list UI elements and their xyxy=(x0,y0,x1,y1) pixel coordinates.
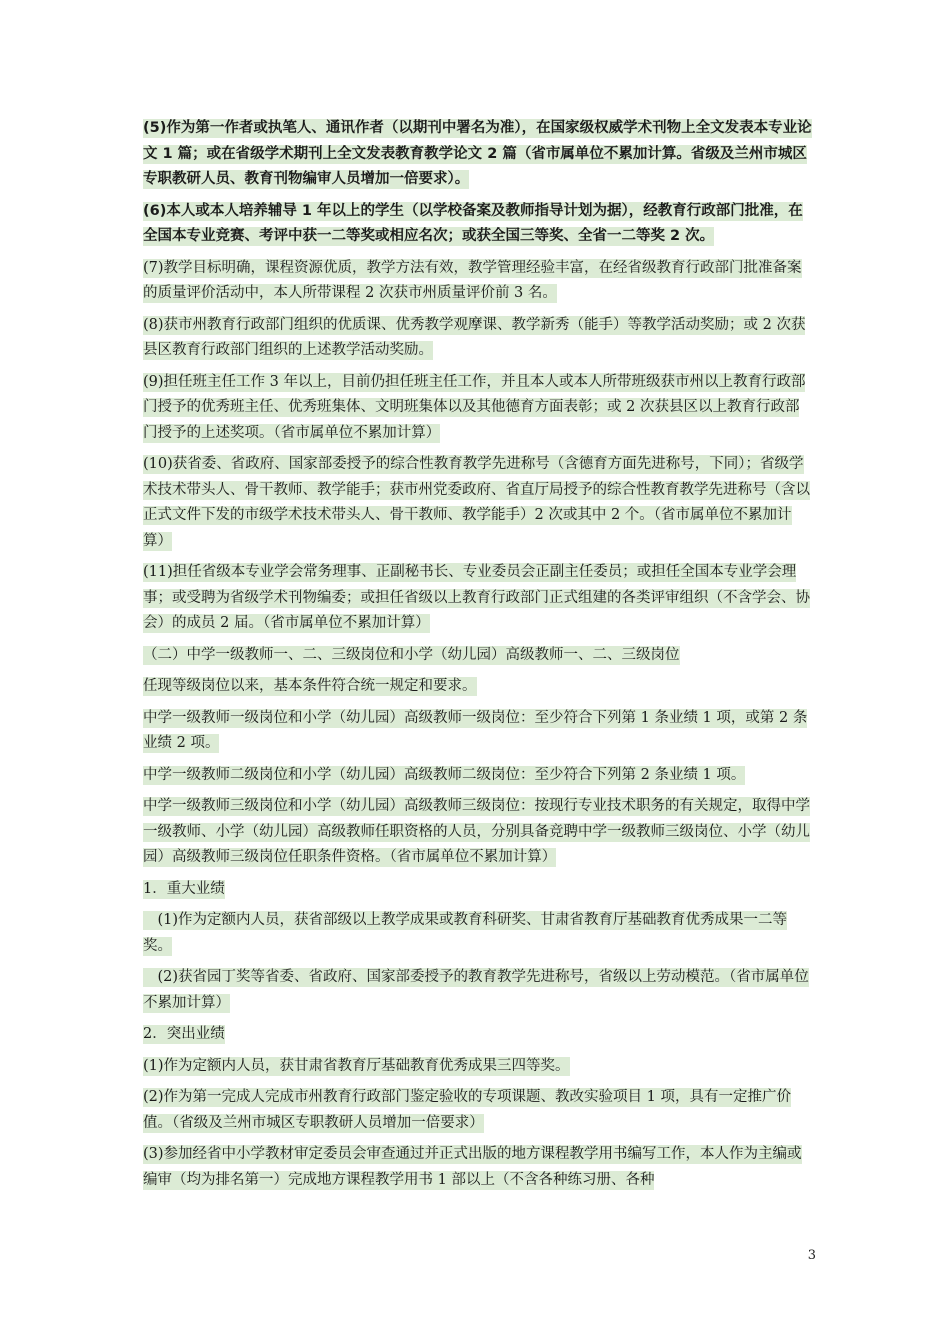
paragraph-7: (7)教学目标明确，课程资源优质，教学方法有效，教学管理经验丰富，在经省级教育行政部门批准备案的质量评价活动中，本人所带课程 2 次获市州质量评价前 3 名。 xyxy=(143,259,802,301)
level-2-requirement: 中学一级教师二级岗位和小学（幼儿园）高级教师二级岗位：至少符合下列第 2 条业绩 1 项。 xyxy=(143,766,746,783)
paragraph-10: (10)获省委、省政府、国家部委授予的综合性教育教学先进称号（含德育方面先进称号，下同）；省级学术技术带头人、骨干教师、教学能手；获市州党委政府、省直厅局授予的综合性教育教学先进称号（含以正式文件下发的市级学术技术带头人、骨干教师、教学能手）2 次或其中 2 个。（省市属单位不累加计算） xyxy=(143,456,810,549)
paragraph-11: (11)担任省级本专业学会常务理事、正副秘书长、专业委员会正副主任委员；或担任全国本专业学会理事；或受聘为省级学术刊物编委；或担任省级以上教育行政部门正式组建的各类评审组织（不含学会、协会）的成员 2 届。（省市属单位不累加计算） xyxy=(143,564,810,631)
outstanding-achievements-heading: 2．突出业绩 xyxy=(143,1026,225,1042)
major-achievements-heading: 1．重大业绩 xyxy=(143,880,225,897)
paragraph-9: (9)担任班主任工作 3 年以上，目前仍担任班主任工作，并且本人或本人所带班级获市州以上教育行政部门授予的优秀班主任、优秀班集体、文明班集体以及其他德育方面表彰；或 2 次获县区以上教育行政部门授予的上述奖项。（省市属单位不累加计算） xyxy=(143,373,806,441)
section-heading-2: （二）中学一级教师一、二、三级岗位和小学（幼儿园）高级教师一、二、三级岗位 xyxy=(143,646,680,663)
outstanding-achievement-3: (3)参加经省中小学教材审定委员会审查通过并正式出版的地方课程教学用书编写工作，本人作为主编或编审（均为排名第一）完成地方课程教学用书 1 部以上（不含各种练习册、各种 xyxy=(143,1146,802,1188)
outstanding-achievement-1: (1)作为定额内人员，获甘肃省教育厅基础教育优秀成果三四等奖。 xyxy=(143,1057,570,1074)
page-number: 3 xyxy=(807,1248,816,1263)
paragraph-8: (8)获市州教育行政部门组织的优质课、优秀教学观摩课、教学新秀（能手）等教学活动奖励；或 2 次获县区教育行政部门组织的上述教学活动奖励。 xyxy=(143,316,806,358)
major-achievement-1: (1)作为定额内人员，获省部级以上教学成果或教育科研奖、甘肃省教育厅基础教育优秀成果一二等奖。 xyxy=(143,912,788,954)
basic-conditions: 任现等级岗位以来，基本条件符合统一规定和要求。 xyxy=(143,678,477,694)
document-body xyxy=(143,116,813,1199)
paragraph-6: (6)本人或本人培养辅导 1 年以上的学生（以学校备案及教师指导计划为据），经教育行政部门批准，在全国本专业竞赛、考评中获一二等奖或相应名次；或获全国三等奖、全省一二等奖 2 次。 xyxy=(143,202,803,244)
paragraph-5: (5)作为第一作者或执笔人、通讯作者（以期刊中署名为准），在国家级权威学术刊物上全文发表本专业论文 1 篇；或在省级学术期刊上全文发表教育教学论文 2 篇（省市属单位不累加计算。省级及兰州市城区专职教研人员、教育刊物编审人员增加一倍要求）。 xyxy=(143,120,812,187)
level-1-requirement: 中学一级教师一级岗位和小学（幼儿园）高级教师一级岗位：至少符合下列第 1 条业绩 1 项，或第 2 条业绩 2 项。 xyxy=(143,709,808,751)
major-achievement-2: (2)获省园丁奖等省委、省政府、国家部委授予的教育教学先进称号，省级以上劳动模范。（省市属单位不累加计算） xyxy=(143,969,809,1011)
level-3-requirement: 中学一级教师三级岗位和小学（幼儿园）高级教师三级岗位：按现行专业技术职务的有关规定，取得中学一级教师、小学（幼儿园）高级教师任职资格的人员，分别具备竞聘中学一级教师三级岗位、小学（幼儿园）高级教师三级岗位任职条件资格。（省市属单位不累加计算） xyxy=(143,798,810,865)
outstanding-achievement-2: (2)作为第一完成人完成市州教育行政部门鉴定验收的专项课题、教改实验项目 1 项，具有一定推广价值。（省级及兰州市城区专职教研人员增加一倍要求） xyxy=(143,1089,791,1131)
